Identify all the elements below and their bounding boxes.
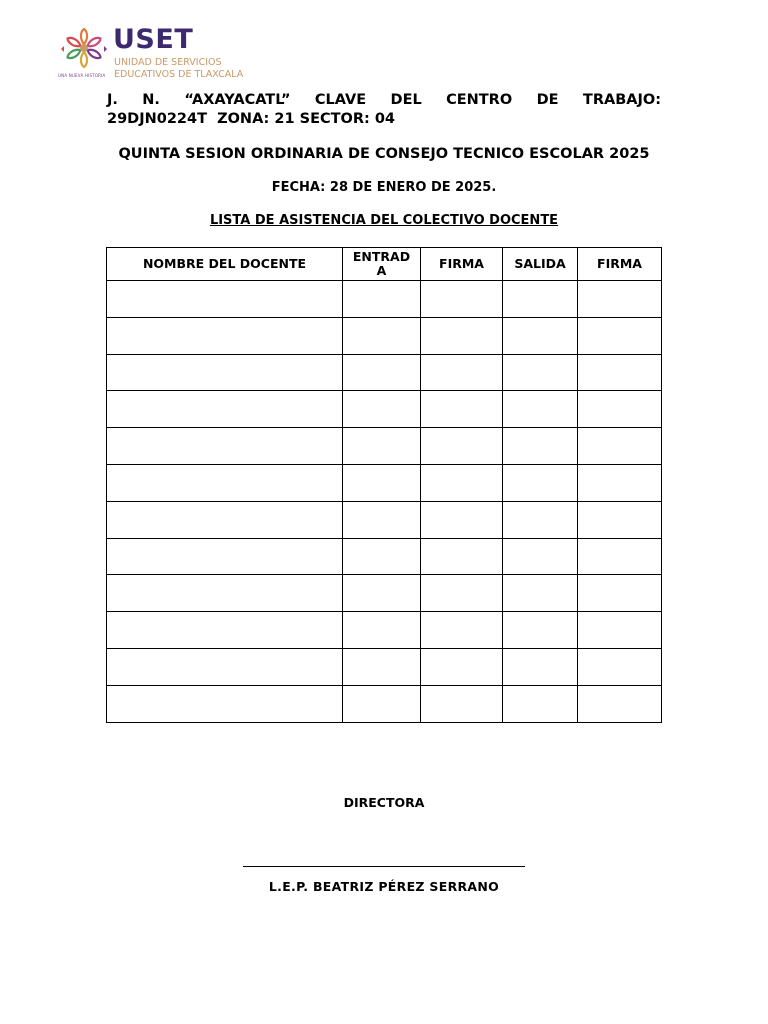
cell-exit [503, 685, 578, 722]
date-line: FECHA: 28 DE ENERO DE 2025. [271, 180, 497, 195]
col-header-sign-entry: FIRMA [421, 248, 503, 281]
cell-entry [343, 317, 421, 354]
cell-entry [343, 538, 421, 575]
col-header-name: NOMBRE DEL DOCENTE [107, 248, 343, 281]
table-row [107, 575, 662, 612]
cell-entry [343, 428, 421, 465]
cell-exit [503, 354, 578, 391]
cell-sign-entry [421, 354, 503, 391]
cell-sign-exit [578, 317, 662, 354]
cell-sign-exit [578, 685, 662, 722]
cell-name [107, 575, 343, 612]
uset-logo [58, 26, 258, 82]
logo-subtitle-line1: UNIDAD DE SERVICIOS [114, 57, 222, 68]
cell-exit [503, 317, 578, 354]
cell-sign-entry [421, 612, 503, 649]
signature-line [243, 866, 525, 867]
col-header-entry-line1: ENTRAD [352, 249, 411, 264]
table-row [107, 648, 662, 685]
cell-sign-exit [578, 501, 662, 538]
col-header-entry-line2: A [376, 263, 387, 278]
cell-exit [503, 391, 578, 428]
header-word: “AXAYACATL” [184, 92, 291, 108]
table-row [107, 354, 662, 391]
cell-exit [503, 501, 578, 538]
cell-entry [343, 464, 421, 501]
cell-entry [343, 648, 421, 685]
cell-name [107, 648, 343, 685]
cell-sign-entry [421, 317, 503, 354]
table-header-row [107, 248, 662, 281]
cell-entry [343, 501, 421, 538]
header-word: N. [142, 92, 160, 108]
cell-name [107, 538, 343, 575]
cell-sign-entry [421, 648, 503, 685]
logo-subtitle-line2: EDUCATIVOS DE TLAXCALA [114, 69, 244, 80]
table-row [107, 612, 662, 649]
cell-sign-exit [578, 464, 662, 501]
cell-exit [503, 281, 578, 318]
col-header-sign-exit: FIRMA [578, 248, 662, 281]
cell-name [107, 391, 343, 428]
cell-exit [503, 575, 578, 612]
cell-sign-entry [421, 538, 503, 575]
cell-entry [343, 575, 421, 612]
cell-exit [503, 648, 578, 685]
session-title: QUINTA SESION ORDINARIA DE CONSEJO TECNICO ESCOLAR 2025 [118, 146, 650, 162]
cell-sign-entry [421, 575, 503, 612]
cell-sign-exit [578, 575, 662, 612]
logo-name: USET [113, 24, 194, 55]
cell-name [107, 281, 343, 318]
cell-entry [343, 685, 421, 722]
header-word: J. [107, 92, 118, 108]
cell-entry [343, 354, 421, 391]
table-row [107, 464, 662, 501]
cell-entry [343, 391, 421, 428]
attendance-table [106, 247, 662, 723]
cell-sign-entry [421, 428, 503, 465]
cell-name [107, 501, 343, 538]
table-row [107, 538, 662, 575]
cell-name [107, 354, 343, 391]
cell-name [107, 428, 343, 465]
header-word: TRABAJO: [582, 92, 661, 108]
cell-sign-exit [578, 538, 662, 575]
cell-sign-exit [578, 612, 662, 649]
cell-name [107, 464, 343, 501]
cell-sign-exit [578, 391, 662, 428]
logo-tagline: UNA NUEVA HISTORIA [58, 73, 106, 78]
cell-exit [503, 612, 578, 649]
cell-name [107, 317, 343, 354]
table-row [107, 685, 662, 722]
table-row [107, 281, 662, 318]
table-row [107, 501, 662, 538]
cell-name [107, 612, 343, 649]
header-word: DE [536, 92, 559, 108]
cell-exit [503, 464, 578, 501]
table-row [107, 317, 662, 354]
table-row [107, 391, 662, 428]
col-header-entry [343, 248, 421, 281]
list-title: LISTA DE ASISTENCIA DEL COLECTIVO DOCENTE [209, 213, 559, 228]
cell-sign-entry [421, 685, 503, 722]
cell-sign-exit [578, 648, 662, 685]
cell-sign-exit [578, 428, 662, 465]
header-word: CLAVE [314, 92, 367, 108]
cell-sign-entry [421, 464, 503, 501]
cell-exit [503, 428, 578, 465]
cell-name [107, 685, 343, 722]
header-line1 [107, 92, 661, 112]
table-row [107, 428, 662, 465]
signer-name: L.E.P. BEATRIZ PÉREZ SERRANO [268, 879, 500, 894]
col-header-exit: SALIDA [503, 248, 578, 281]
cell-entry [343, 281, 421, 318]
cell-sign-entry [421, 391, 503, 428]
cell-sign-entry [421, 281, 503, 318]
cell-entry [343, 612, 421, 649]
attendance-rows [107, 281, 662, 723]
flower-logo-icon [60, 26, 108, 74]
cell-sign-exit [578, 354, 662, 391]
cell-sign-entry [421, 501, 503, 538]
header-line2: 29DJN0224T ZONA: 21 SECTOR: 04 [107, 111, 396, 127]
cell-sign-exit [578, 281, 662, 318]
signer-role: DIRECTORA [343, 795, 425, 810]
cell-exit [503, 538, 578, 575]
header-word: CENTRO [446, 92, 513, 108]
header-word: DEL [390, 92, 422, 108]
